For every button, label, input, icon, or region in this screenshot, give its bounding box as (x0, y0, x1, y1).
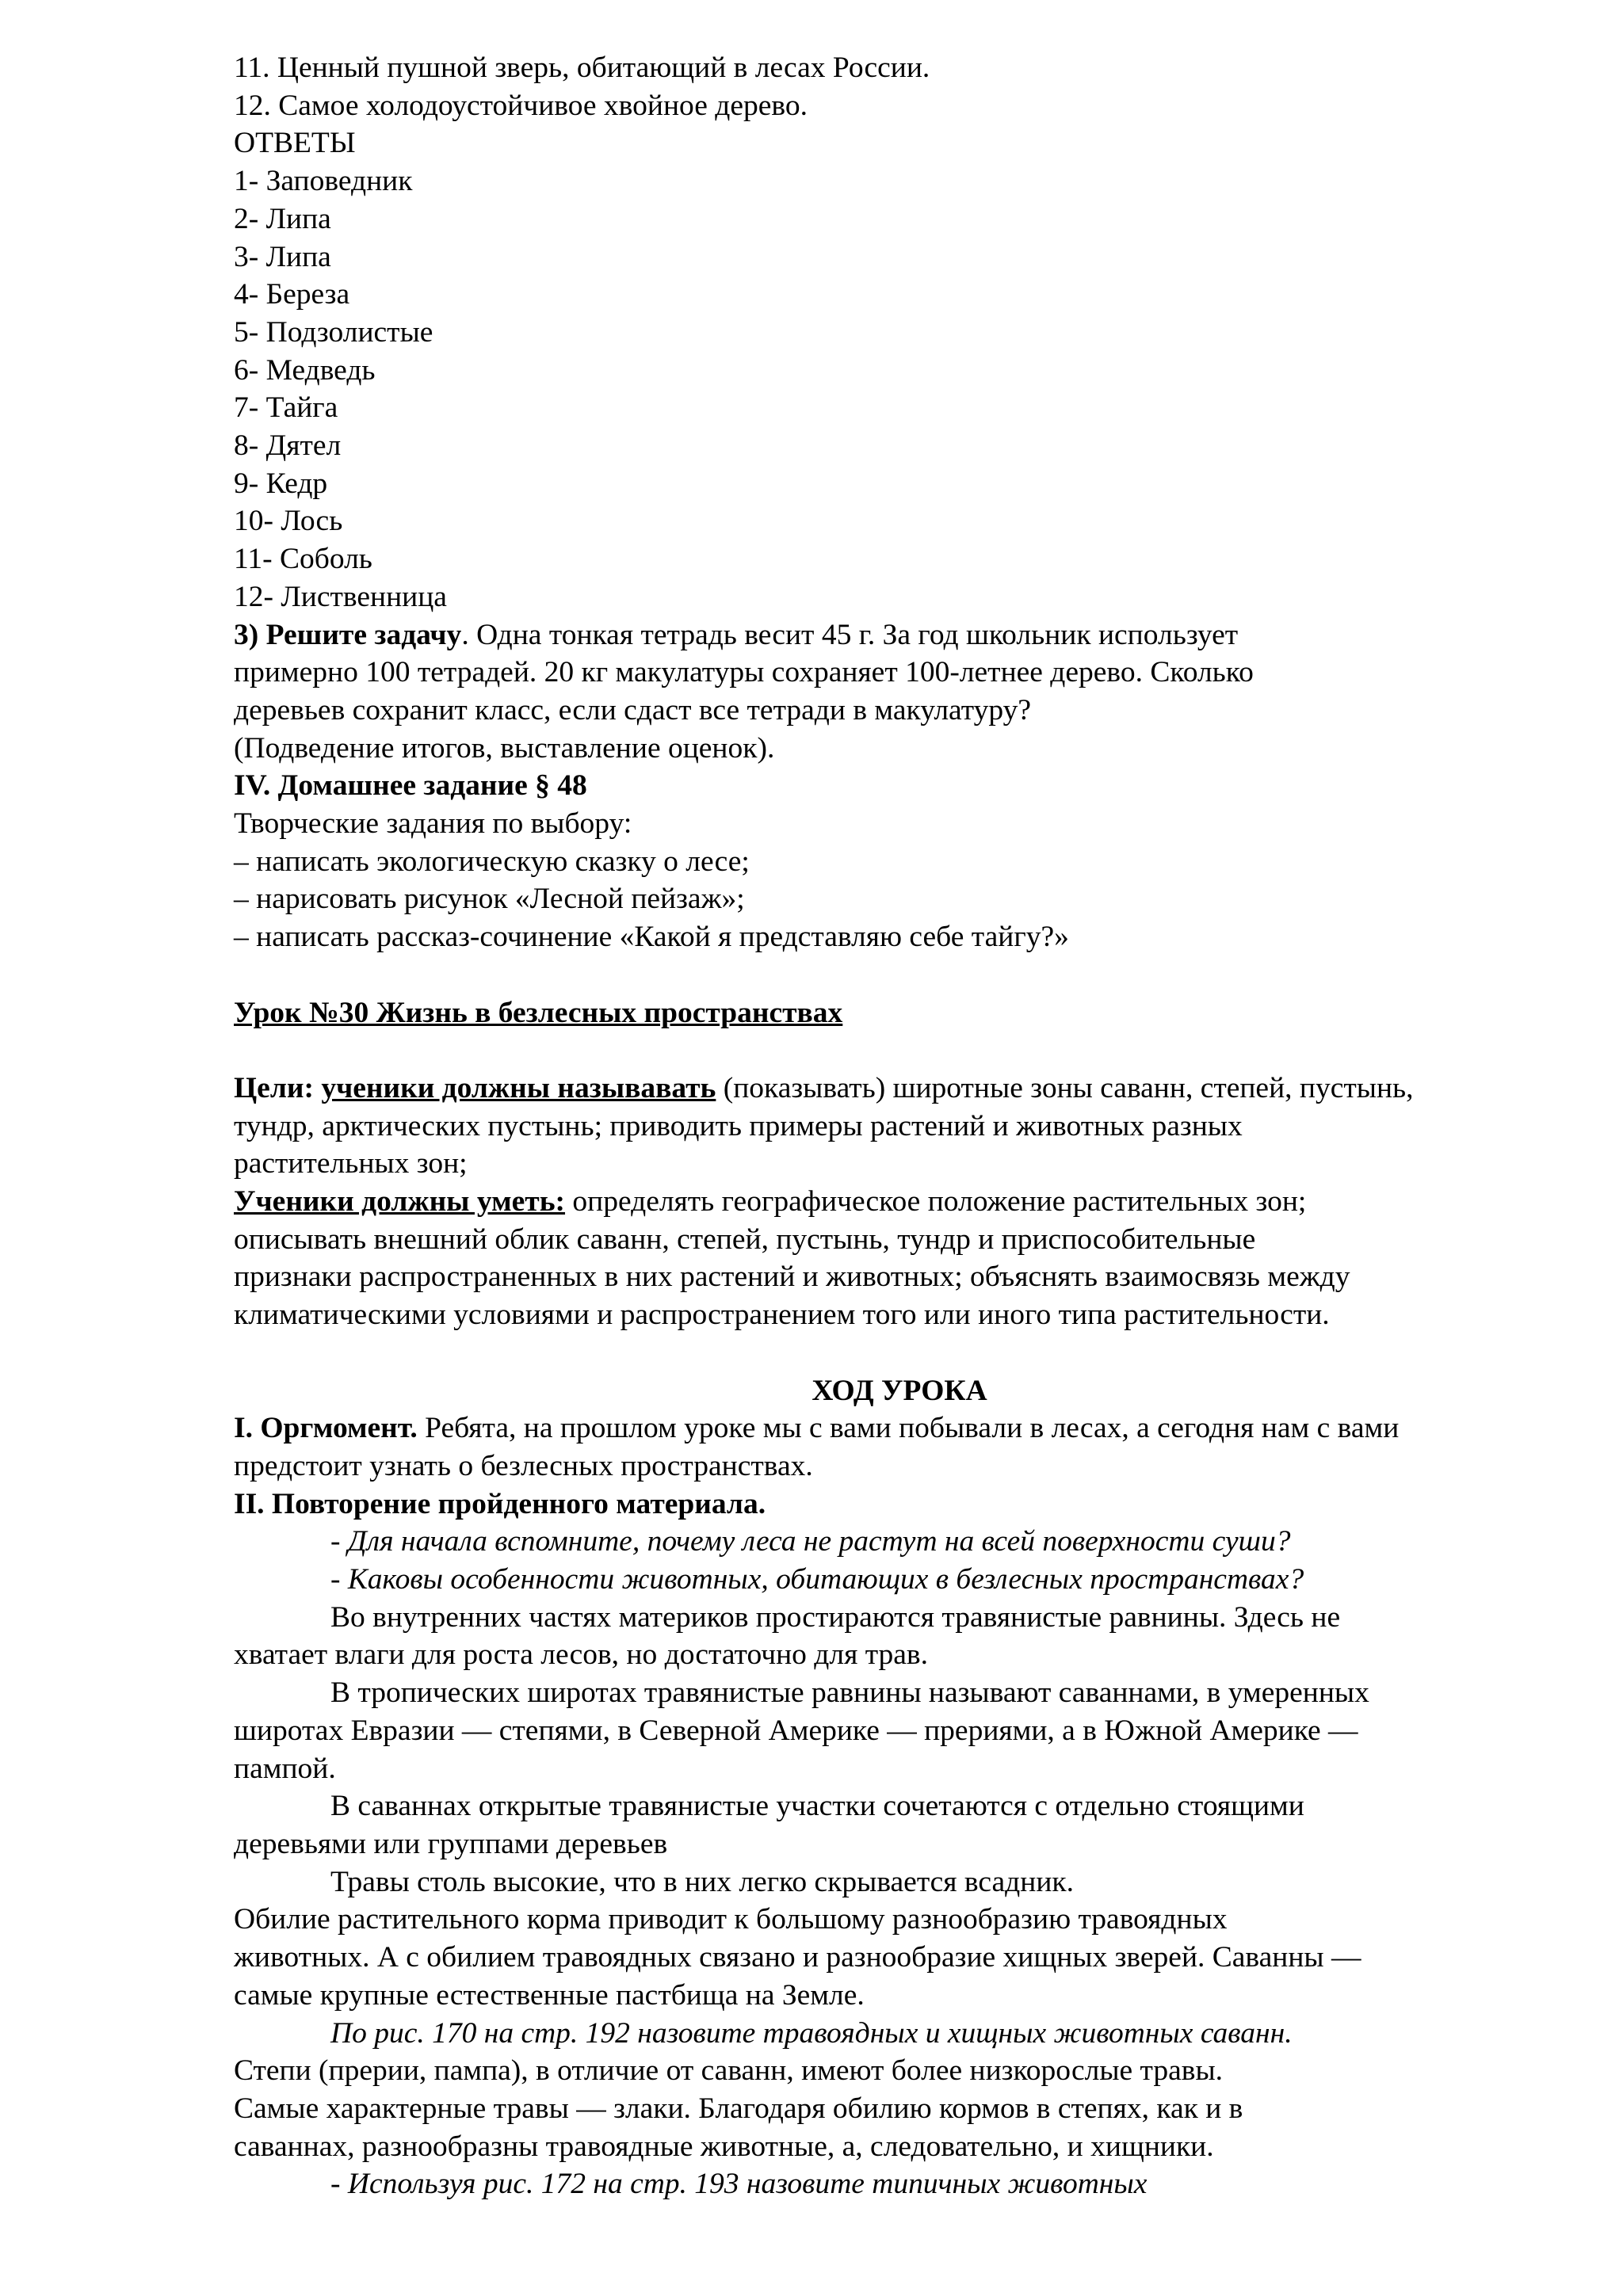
goals-label-underlined: ученики должны называвать (321, 1071, 716, 1104)
paragraph-line: хватает влаги для роста лесов, но достаточно для трав. (234, 1638, 929, 1672)
homework-line: – написать рассказ-сочинение «Какой я представляю себе тайгу?» (234, 921, 1069, 954)
org-line: I. Оргмомент. Ребята, на прошлом уроке мы с вами побывали в лесах, а сегодня нам с вами (234, 1412, 1400, 1445)
org-label: I. Оргмомент. (234, 1412, 418, 1445)
question-11: 11. Ценный пушной зверь, обитающий в лесах России. (234, 51, 930, 84)
paragraph-line: саваннах, разнообразны травоядные животные, а, следовательно, и хищники. (234, 2130, 1214, 2163)
lesson-flow-title: ХОД УРОКА (812, 1374, 987, 1407)
answer-item: 3- Липа (234, 240, 331, 273)
answer-item: 11- Соболь (234, 543, 372, 576)
task-line: По рис. 170 на стр. 192 назовите травоядных и хищных животных саванн. (330, 2016, 1293, 2050)
question-12: 12. Самое холодоустойчивое хвойное дерево. (234, 89, 808, 122)
answer-item: 7- Тайга (234, 391, 338, 425)
answer-item: 10- Лось (234, 505, 343, 538)
paragraph-line: Обилие растительного корма приводит к большому разнообразию травоядных (234, 1903, 1228, 1936)
homework-heading: IV. Домашнее задание § 48 (234, 769, 587, 803)
paragraph-line: В тропических широтах травянистые равнины называют саваннами, в умеренных (330, 1676, 1369, 1710)
org-line: предстоит узнать о безлесных пространствах. (234, 1449, 813, 1482)
paragraph-line: широтах Евразии — степями, в Северной Америке — прериями, а в Южной Америке — (234, 1714, 1358, 1747)
paragraph-line: Травы столь высокие, что в них легко скрывается всадник. (330, 1865, 1074, 1898)
answer-item: 9- Кедр (234, 467, 328, 500)
answer-item: 4- Береза (234, 278, 350, 311)
paragraph-line: Во внутренних частях материков простираются травянистые равнины. Здесь не (330, 1600, 1341, 1634)
paragraph-line: деревьями или группами деревьев (234, 1828, 668, 1860)
spacer (234, 1032, 1565, 1070)
goals-line: тундр, арктических пустынь; приводить примеры растений и животных разных (234, 1109, 1243, 1142)
homework-line: – написать экологическую сказку о лесе; (234, 845, 750, 878)
review-heading: II. Повторение пройденного материала. (234, 1487, 766, 1520)
task3-line: примерно 100 тетрадей. 20 кг макулатуры сохраняет 100-летнее дерево. Сколько (234, 656, 1254, 689)
question-line: - Для начала вспомните, почему леса не растут на всей поверхности суши? (330, 1525, 1291, 1558)
homework-line: Творческие задания по выбору: (234, 807, 632, 841)
skills-line: Ученики должны уметь: определять географическое положение растительных зон; (234, 1185, 1307, 1219)
paragraph-line: Самые характерные травы — злаки. Благодаря обилию кормов в степях, как и в (234, 2092, 1243, 2125)
task3-line: 3) Решите задачу. Одна тонкая тетрадь весит 45 г. За год школьник использует (234, 618, 1239, 651)
paragraph-line: животных. А с обилием травоядных связано и разнообразие хищных зверей. Саванны — (234, 1941, 1361, 1974)
task3-label: 3) Решите задачу (234, 618, 462, 651)
answer-item: 8- Дятел (234, 429, 342, 463)
lesson-title: Урок №30 Жизнь в безлесных пространствах (234, 996, 843, 1029)
answer-item: 5- Подзолистые (234, 315, 433, 349)
goals-line: растительных зон; (234, 1147, 468, 1180)
skills-line: признаки распространенных в них растений и животных; объяснять взаимосвязь между (234, 1261, 1350, 1294)
homework-line: – нарисовать рисунок «Лесной пейзаж»; (234, 883, 745, 916)
task-line: - Используя рис. 172 на стр. 193 назовите типичных животных (330, 2168, 1148, 2201)
answers-title: ОТВЕТЫ (234, 127, 356, 160)
question-line: - Каковы особенности животных, обитающих в безлесных пространствах? (330, 1563, 1304, 1596)
skills-line: описывать внешний облик саванн, степей, пустынь, тундр и приспособительные (234, 1222, 1256, 1256)
answer-item: 12- Лиственница (234, 580, 447, 613)
document-page (234, 49, 1565, 2203)
task3-line: (Подведение итогов, выставление оценок). (234, 731, 775, 765)
paragraph-line: Степи (прерии, пампа), в отличие от саванн, имеют более низкорослые травы. (234, 2054, 1224, 2088)
spacer (234, 956, 1565, 994)
answer-item: 6- Медведь (234, 353, 376, 387)
paragraph-line: В саваннах открытые травянистые участки сочетаются с отдельно стоящими (330, 1790, 1304, 1823)
skills-line: климатическими условиями и распространением того или иного типа растительности. (234, 1299, 1330, 1332)
answer-item: 1- Заповедник (234, 165, 413, 198)
task3-line: деревьев сохранит класс, если сдаст все тетради в макулатуру? (234, 693, 1031, 727)
paragraph-line: самые крупные естественные пастбища на Земле. (234, 1978, 865, 2012)
paragraph-line: пампой. (234, 1752, 336, 1785)
answer-item: 2- Липа (234, 202, 331, 235)
goals-label: Цели: (234, 1071, 314, 1104)
goals-line: Цели: ученики должны называвать (показывать) широтные зоны саванн, степей, пустынь, (234, 1071, 1414, 1104)
spacer (234, 1334, 1565, 1372)
skills-label: Ученики должны уметь: (234, 1185, 566, 1219)
